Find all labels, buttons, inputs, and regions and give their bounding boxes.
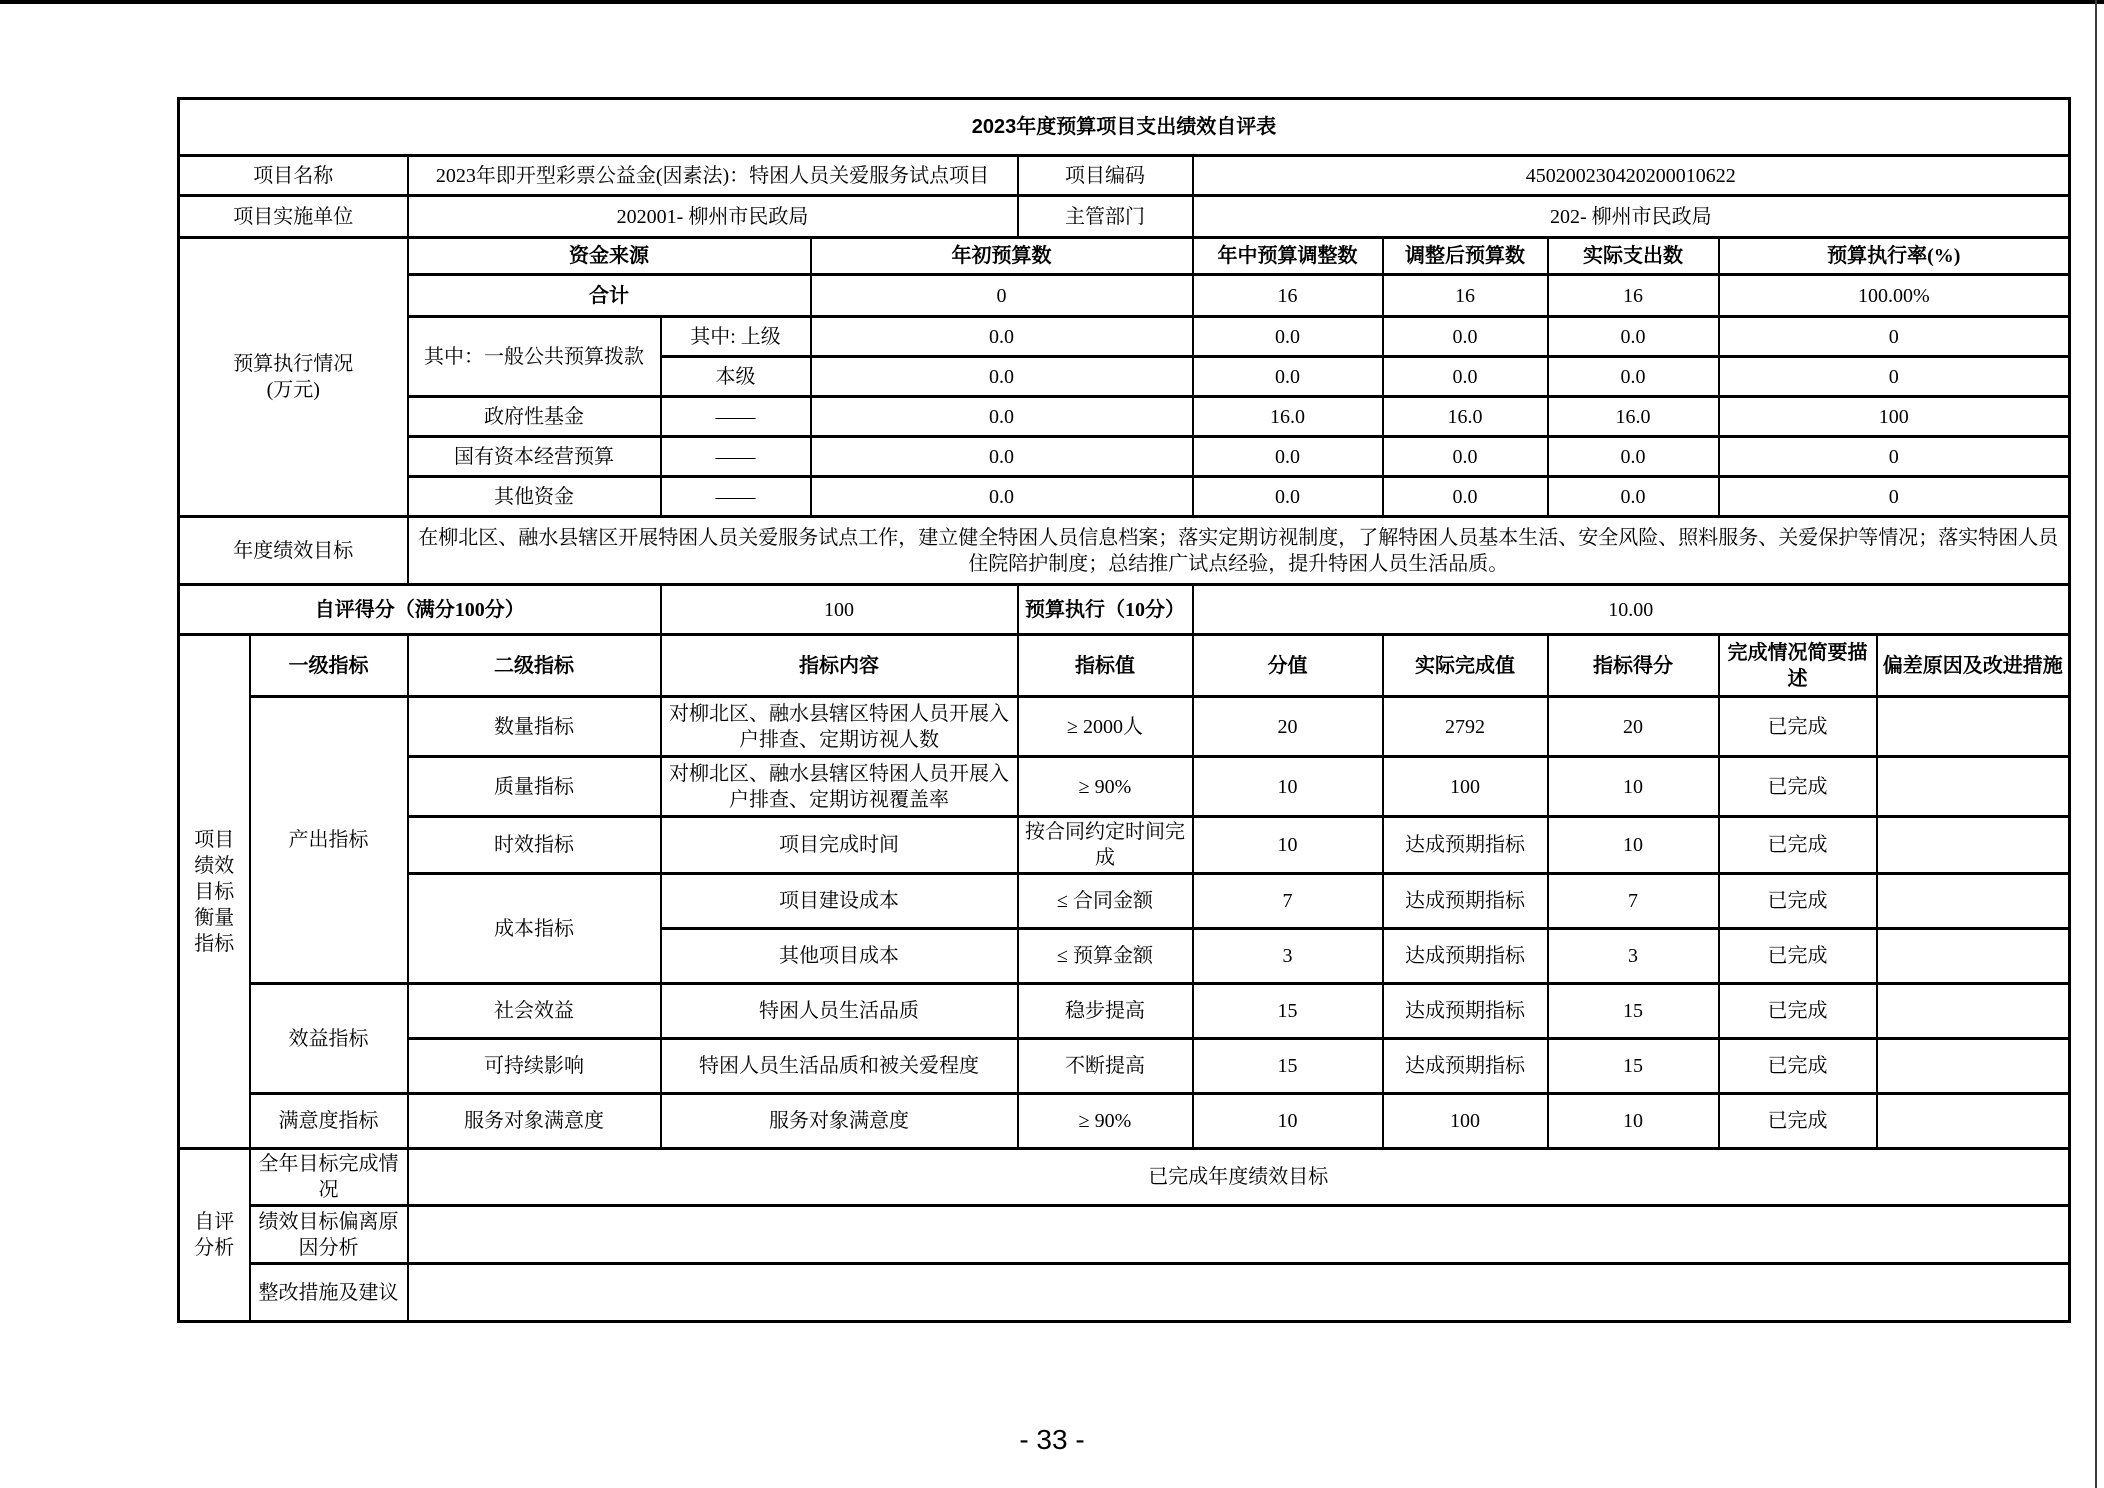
budget-row-sub-label: 本级	[661, 357, 811, 397]
annual-goal-content: 在柳北区、融水县辖区开展特困人员关爱服务试点工作，建立健全特困人员信息档案；落实定期访视制度，了解特困人员基本生活、安全风险、照料服务、关爱保护等情况；落实特困人员住院陪护制度；总结推广试点经验，提升特困人员生活品质。	[408, 517, 2070, 585]
indicator-header-actual: 实际完成值	[1383, 635, 1548, 697]
budget-row-label: 国有资本经营预算	[408, 437, 661, 477]
budget-total-adjusted: 16	[1383, 275, 1548, 317]
budget-total-mid: 16	[1193, 275, 1383, 317]
dept-value: 202- 柳州市民政局	[1193, 196, 2070, 238]
indicator-header-target: 指标值	[1018, 635, 1193, 697]
indicator-level2: 时效指标	[408, 817, 661, 874]
indicator-status: 已完成	[1719, 1094, 1877, 1149]
indicator-group-benefit: 效益指标	[250, 984, 408, 1094]
indicator-target: 按合同约定时间完成	[1018, 817, 1193, 874]
indicator-points: 20	[1193, 697, 1383, 757]
indicator-status: 已完成	[1719, 757, 1877, 817]
budget-section-label	[179, 238, 408, 517]
indicator-actual: 2792	[1383, 697, 1548, 757]
indicator-level2: 可持续影响	[408, 1039, 661, 1094]
indicator-target: 不断提高	[1018, 1039, 1193, 1094]
budget-cell: 0.0	[1193, 477, 1383, 517]
indicator-actual: 100	[1383, 1094, 1548, 1149]
indicator-points: 10	[1193, 817, 1383, 874]
budget-header-rate: 预算执行率(%)	[1719, 238, 2070, 275]
indicator-status: 已完成	[1719, 697, 1877, 757]
budget-cell: 0	[1719, 437, 2070, 477]
indicator-content: 项目完成时间	[661, 817, 1018, 874]
indicator-status: 已完成	[1719, 984, 1877, 1039]
indicator-status: 已完成	[1719, 1039, 1877, 1094]
budget-total-initial: 0	[811, 275, 1193, 317]
annual-goal-label: 年度绩效目标	[179, 517, 408, 585]
budget-exec-score-value: 10.00	[1193, 585, 2070, 635]
indicator-earned: 10	[1548, 817, 1719, 874]
budget-cell: 0	[1719, 317, 2070, 357]
indicator-points: 7	[1193, 874, 1383, 929]
budget-cell: 0.0	[1193, 317, 1383, 357]
analysis-row-label: 全年目标完成情况	[250, 1149, 408, 1206]
budget-cell: 0.0	[811, 437, 1193, 477]
indicator-header-level2: 二级指标	[408, 635, 661, 697]
budget-total-actual: 16	[1548, 275, 1719, 317]
indicator-points: 10	[1193, 1094, 1383, 1149]
indicator-actual: 达成预期指标	[1383, 817, 1548, 874]
project-code-label: 项目编码	[1018, 156, 1193, 196]
indicator-content: 对柳北区、融水县辖区特困人员开展入户排查、定期访视人数	[661, 697, 1018, 757]
project-name-value: 2023年即开型彩票公益金(因素法)：特困人员关爱服务试点项目	[408, 156, 1018, 196]
budget-cell: 0.0	[1548, 477, 1719, 517]
budget-cell: 0	[1719, 357, 2070, 397]
indicator-group-satisfaction: 满意度指标	[250, 1094, 408, 1149]
budget-header-mid-adjust: 年中预算调整数	[1193, 238, 1383, 275]
indicator-deviation	[1877, 984, 2070, 1039]
budget-cell: 100	[1719, 397, 2070, 437]
budget-row-label: 其他资金	[408, 477, 661, 517]
page-right-edge	[2095, 0, 2097, 1488]
indicator-target: ≥ 2000人	[1018, 697, 1193, 757]
indicator-deviation	[1877, 1039, 2070, 1094]
indicator-points: 10	[1193, 757, 1383, 817]
budget-row-sub-label: 其中: 上级	[661, 317, 811, 357]
indicator-earned: 7	[1548, 874, 1719, 929]
budget-section-label-line2: (万元)	[266, 379, 320, 401]
analysis-row-content	[408, 1264, 2070, 1322]
indicator-content: 其他项目成本	[661, 929, 1018, 984]
budget-cell: 0	[1719, 477, 2070, 517]
budget-cell: 0.0	[1383, 317, 1548, 357]
analysis-row-content: 已完成年度绩效目标	[408, 1149, 2070, 1206]
indicator-actual: 达成预期指标	[1383, 874, 1548, 929]
indicator-level2: 数量指标	[408, 697, 661, 757]
indicator-earned: 10	[1548, 757, 1719, 817]
dept-label: 主管部门	[1018, 196, 1193, 238]
indicator-deviation	[1877, 929, 2070, 984]
indicator-group-output: 产出指标	[250, 697, 408, 984]
budget-cell: 16.0	[1383, 397, 1548, 437]
indicator-deviation	[1877, 874, 2070, 929]
indicator-header-level1: 一级指标	[250, 635, 408, 697]
budget-cell: 0.0	[1548, 357, 1719, 397]
budget-cell: 0.0	[811, 357, 1193, 397]
budget-header-adjusted: 调整后预算数	[1383, 238, 1548, 275]
budget-cell: 0.0	[1548, 437, 1719, 477]
analysis-row-content	[408, 1206, 2070, 1264]
indicator-target: ≤ 预算金额	[1018, 929, 1193, 984]
page-number: - 33 -	[1019, 1424, 1085, 1455]
indicator-target: ≥ 90%	[1018, 1094, 1193, 1149]
budget-cell: 0.0	[811, 317, 1193, 357]
indicator-group-cost: 成本指标	[408, 874, 661, 984]
budget-cell: 0.0	[1383, 437, 1548, 477]
indicator-actual: 100	[1383, 757, 1548, 817]
budget-row-label: 政府性基金	[408, 397, 661, 437]
indicator-level2: 服务对象满意度	[408, 1094, 661, 1149]
indicator-target: ≤ 合同金额	[1018, 874, 1193, 929]
indicator-earned: 15	[1548, 1039, 1719, 1094]
indicator-content: 项目建设成本	[661, 874, 1018, 929]
budget-row-label: 其中：一般公共预算拨款	[408, 317, 661, 397]
budget-cell: 0.0	[1193, 437, 1383, 477]
budget-cell: 0.0	[1193, 357, 1383, 397]
budget-header-actual: 实际支出数	[1548, 238, 1719, 275]
budget-cell: 0.0	[811, 477, 1193, 517]
budget-total-rate: 100.00%	[1719, 275, 2070, 317]
indicator-deviation	[1877, 1094, 2070, 1149]
indicator-actual: 达成预期指标	[1383, 929, 1548, 984]
indicator-earned: 10	[1548, 1094, 1719, 1149]
indicator-earned: 20	[1548, 697, 1719, 757]
budget-row-dash: ——	[661, 477, 811, 517]
indicator-content: 特困人员生活品质和被关爱程度	[661, 1039, 1018, 1094]
indicator-target: ≥ 90%	[1018, 757, 1193, 817]
indicator-content: 特困人员生活品质	[661, 984, 1018, 1039]
project-name-label: 项目名称	[179, 156, 408, 196]
unit-value: 202001- 柳州市民政局	[408, 196, 1018, 238]
budget-exec-score-label: 预算执行（10分）	[1018, 585, 1193, 635]
indicator-status: 已完成	[1719, 817, 1877, 874]
budget-cell: 0.0	[1383, 477, 1548, 517]
indicator-content: 服务对象满意度	[661, 1094, 1018, 1149]
indicator-header-earned: 指标得分	[1548, 635, 1719, 697]
analysis-row-label: 整改措施及建议	[250, 1264, 408, 1322]
page-top-edge	[0, 0, 2104, 4]
analysis-section-side-label: 自评 分析	[179, 1149, 250, 1322]
indicator-header-points: 分值	[1193, 635, 1383, 697]
indicator-level2: 质量指标	[408, 757, 661, 817]
indicator-actual: 达成预期指标	[1383, 984, 1548, 1039]
budget-row-dash: ——	[661, 437, 811, 477]
budget-section-label-line1: 预算执行情况	[233, 353, 354, 375]
indicator-points: 15	[1193, 984, 1383, 1039]
budget-row-dash: ——	[661, 397, 811, 437]
table-title: 2023年度预算项目支出绩效自评表	[179, 99, 2070, 156]
budget-total-label: 合计	[408, 275, 811, 317]
self-score-label: 自评得分（满分100分）	[179, 585, 661, 635]
indicator-actual: 达成预期指标	[1383, 1039, 1548, 1094]
performance-self-evaluation-table	[177, 97, 2071, 1323]
indicator-points: 3	[1193, 929, 1383, 984]
indicator-header-deviation: 偏差原因及改进措施	[1877, 635, 2070, 697]
indicator-deviation	[1877, 697, 2070, 757]
budget-header-initial: 年初预算数	[811, 238, 1193, 275]
budget-header-source: 资金来源	[408, 238, 811, 275]
indicator-deviation	[1877, 817, 2070, 874]
indicator-target: 稳步提高	[1018, 984, 1193, 1039]
indicator-earned: 15	[1548, 984, 1719, 1039]
indicator-section-side-label: 项目 绩效 目标 衡量 指标	[179, 635, 250, 1149]
indicator-status: 已完成	[1719, 874, 1877, 929]
self-score-value: 100	[661, 585, 1018, 635]
indicator-points: 15	[1193, 1039, 1383, 1094]
budget-cell: 0.0	[811, 397, 1193, 437]
analysis-row-label: 绩效目标偏离原因分析	[250, 1206, 408, 1264]
indicator-level2: 社会效益	[408, 984, 661, 1039]
budget-cell: 16.0	[1193, 397, 1383, 437]
indicator-header-status: 完成情况简要描述	[1719, 635, 1877, 697]
indicator-header-content: 指标内容	[661, 635, 1018, 697]
indicator-earned: 3	[1548, 929, 1719, 984]
budget-cell: 16.0	[1548, 397, 1719, 437]
indicator-content: 对柳北区、融水县辖区特困人员开展入户排查、定期访视覆盖率	[661, 757, 1018, 817]
budget-cell: 0.0	[1548, 317, 1719, 357]
budget-cell: 0.0	[1383, 357, 1548, 397]
indicator-status: 已完成	[1719, 929, 1877, 984]
project-code-value: 450200230420200010622	[1193, 156, 2070, 196]
indicator-deviation	[1877, 757, 2070, 817]
unit-label: 项目实施单位	[179, 196, 408, 238]
